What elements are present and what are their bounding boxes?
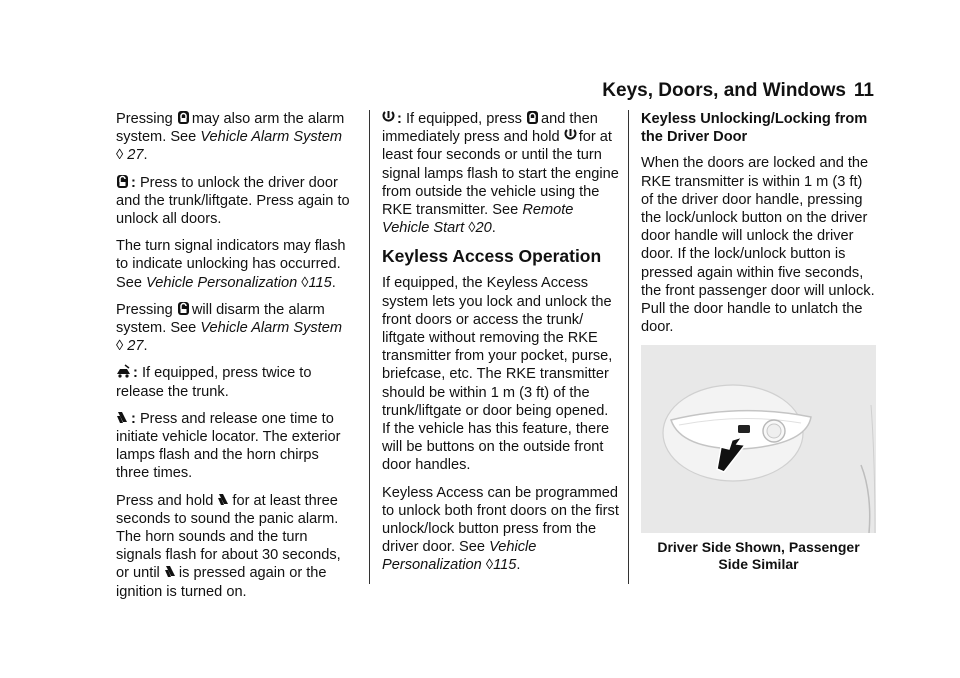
page-reference[interactable]: 20	[475, 220, 492, 237]
cross-reference[interactable]: Vehicle Personalization	[146, 274, 298, 291]
column-divider	[628, 110, 629, 584]
paragraph: If equipped, the Keyless Access system lets you lock and unlock the front doors or access the trunk/ liftgate without removing the RKE transmitter from your pocket, purse, briefcase, etc. The RKE transmitter should be within 1 m (3 ft) of the trunk/liftgate or door being opened. If the vehicle has this feature, there will be buttons on the outside front door handles.	[382, 275, 613, 474]
cross-reference[interactable]: Vehicle Alarm System	[200, 320, 343, 337]
paragraph: : If equipped, press and then immediately press and hold for at least four seconds or until the turn signal lamps flash to start the engine from outside the vehicle using the RKE transmitter. See Remote Vehicle Start ◊20.	[382, 111, 619, 237]
page-reference[interactable]: 27	[127, 147, 144, 164]
cross-reference[interactable]: Remote Vehicle Start	[382, 202, 574, 237]
remote-start-icon	[564, 128, 577, 143]
unlock-icon	[116, 174, 129, 189]
page-header	[0, 78, 960, 106]
page-reference[interactable]: 115	[493, 557, 517, 574]
cross-reference[interactable]: Vehicle Personalization	[382, 539, 537, 574]
paragraph: : Press and release one time to initiate vehicle locator. The exterior lamps flash and the horn chirps three times.	[116, 410, 341, 482]
lock-icon	[526, 110, 539, 125]
column-3	[641, 110, 876, 573]
column-divider	[369, 110, 370, 584]
door-handle-illustration	[641, 345, 876, 533]
column-2	[382, 110, 620, 584]
vehicle-locator-icon	[164, 564, 177, 579]
cross-reference[interactable]: Vehicle Alarm System	[200, 129, 343, 146]
paragraph: When the doors are locked and the RKE transmitter is within 1 m (3 ft) of the driver door handle, pressing the lock/unlock button on the driver door handle will unlock the driver door. If the lock/unlock button is pressed again within five seconds, the front passenger door will unlock. Pull the door handle to unlatch the door.	[641, 155, 875, 336]
paragraph: Pressing will disarm the alarm system. See Vehicle Alarm System ◊ 27.	[116, 301, 343, 355]
paragraph: Press and hold for at least three seconds to sound the panic alarm. The horn sounds and the turn signals flash for about 30 seconds, or until is pressed again or the ignition is turned on.	[116, 492, 341, 600]
door-handle-photo	[641, 345, 876, 533]
column-1	[116, 110, 354, 610]
paragraph: : If equipped, press twice to release the trunk.	[116, 365, 312, 400]
lock-icon	[177, 110, 190, 125]
paragraph: The turn signal indicators may flash to indicate unlocking has occurred. See Vehicle Personalization ◊115.	[116, 238, 346, 291]
paragraph: Pressing may also arm the alarm system. See Vehicle Alarm System ◊ 27.	[116, 111, 345, 164]
trunk-icon	[116, 364, 131, 379]
vehicle-locator-icon	[116, 410, 129, 425]
page-reference[interactable]: 27	[127, 338, 144, 355]
vehicle-locator-icon	[217, 492, 230, 507]
page-number: 11	[853, 80, 874, 101]
subheading: Keyless Unlocking/Locking from the Driver Door	[641, 111, 868, 146]
remote-start-icon	[382, 110, 395, 125]
paragraph: : Press to unlock the driver door and the trunk/liftgate. Press again to unlock all doors.	[116, 174, 350, 228]
section-heading: Keyless Access Operation	[382, 246, 602, 267]
figure-caption: Driver Side Shown, Passenger Side Similar	[657, 539, 860, 573]
page-reference[interactable]: 115	[308, 274, 332, 291]
paragraph: Keyless Access can be programmed to unlock both front doors on the first unlock/lock button press from the driver door. See Vehicle Personalization ◊115.	[382, 484, 619, 574]
section-title: Keys, Doors, and Windows	[602, 80, 846, 101]
unlock-icon	[177, 301, 190, 316]
